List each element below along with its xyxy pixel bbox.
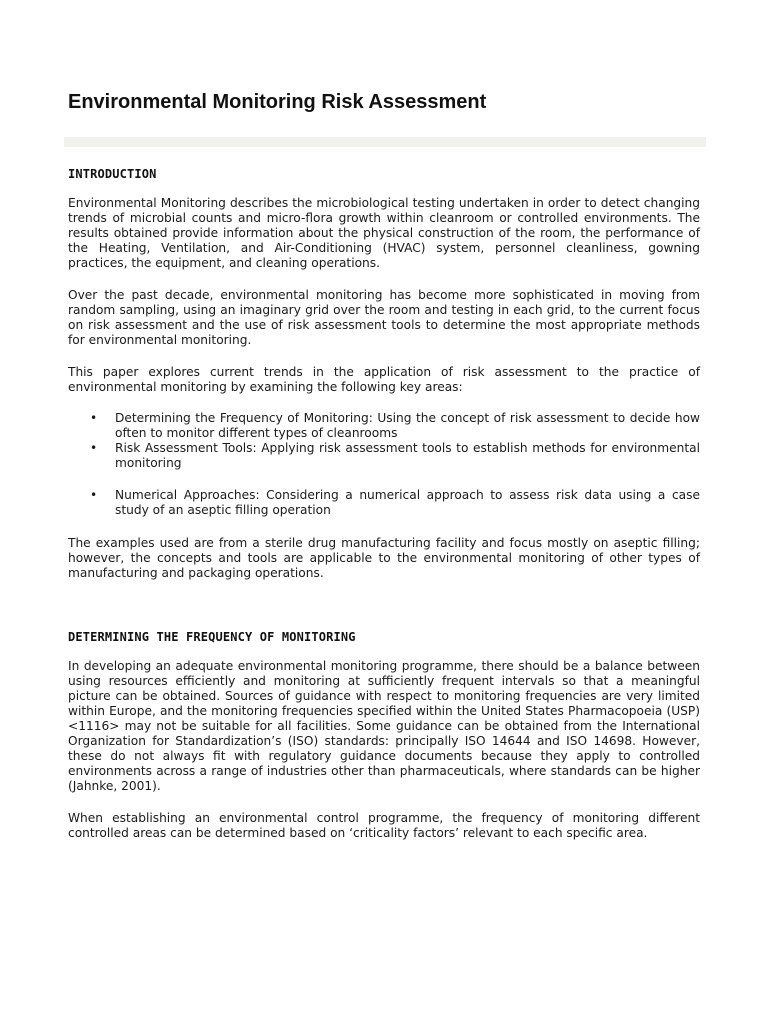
bullet-icon: • [90,411,98,425]
key-area-text: Numerical Approaches: Considering a numerical approach to assess risk data using a case study of an aseptic filling operation [115,488,700,517]
title-divider [64,137,706,147]
bullet-icon: • [90,441,98,455]
key-area-item-tools [68,441,700,471]
introduction-paragraph-4: The examples used are from a sterile drug manufacturing facility and focus mostly on aseptic filling; however, the concepts and tools are applicable to the environmental monitoring of other types of manufacturing and packaging operations. [68,536,700,580]
key-area-item-numerical [68,488,700,518]
introduction-paragraph-3: This paper explores current trends in the application of risk assessment to the practice of environmental monitoring by examining the following key areas: [68,365,700,394]
frequency-paragraph-2: When establishing an environmental control programme, the frequency of monitoring different controlled areas can be determined based on ‘criticality factors’ relevant to each specific area. [68,811,700,840]
introduction-paragraph-1: Environmental Monitoring describes the microbiological testing undertaken in order to detect changing trends of microbial counts and micro-flora growth within cleanroom or controlled environments. The results obtained provide information about the physical construction of the room, the performance of the Heating, Ventilation, and Air-Conditioning (HVAC) system, personnel cleanliness, gowning practices, the equipment, and cleaning operations. [68,196,700,270]
frequency-paragraph-1: In developing an adequate environmental monitoring programme, there should be a balance between using resources efficiently and monitoring at sufficiently frequent intervals so that a meaningful picture can be obtained. Sources of guidance with respect to monitoring frequencies are very limited within Europe, and the monitoring frequencies specified within the United States Pharmacopoeia (USP) <1116> may not be suitable for all facilities. Some guidance can be obtained from the International Organization for Standardization’s (ISO) standards: principally ISO 14644 and ISO 14698. However, these do not always fit with regulatory guidance documents because they apply to controlled environments across a range of industries other than pharmaceuticals, where standards can be higher (Jahnke, 2001). [68,659,700,793]
bullet-icon: • [90,488,98,502]
key-areas-list [68,411,700,518]
frequency-heading: DETERMINING THE FREQUENCY OF MONITORING [68,630,356,644]
introduction-heading: INTRODUCTION [68,167,157,181]
key-area-text: Determining the Frequency of Monitoring: Using the concept of risk assessment to decide how often to monitor different types of cleanrooms [115,411,700,440]
key-area-text: Risk Assessment Tools: Applying risk assessment tools to establish methods for environmental monitoring [115,441,700,470]
document-body [68,160,700,841]
key-area-item-frequency [68,411,700,441]
introduction-paragraph-2: Over the past decade, environmental monitoring has become more sophisticated in moving from random sampling, using an imaginary grid over the room and testing in each grid, to the current focus on risk assessment and the use of risk assessment tools to determine the most appropriate methods for environmental monitoring. [68,288,700,347]
document-title: Environmental Monitoring Risk Assessment [68,91,487,113]
